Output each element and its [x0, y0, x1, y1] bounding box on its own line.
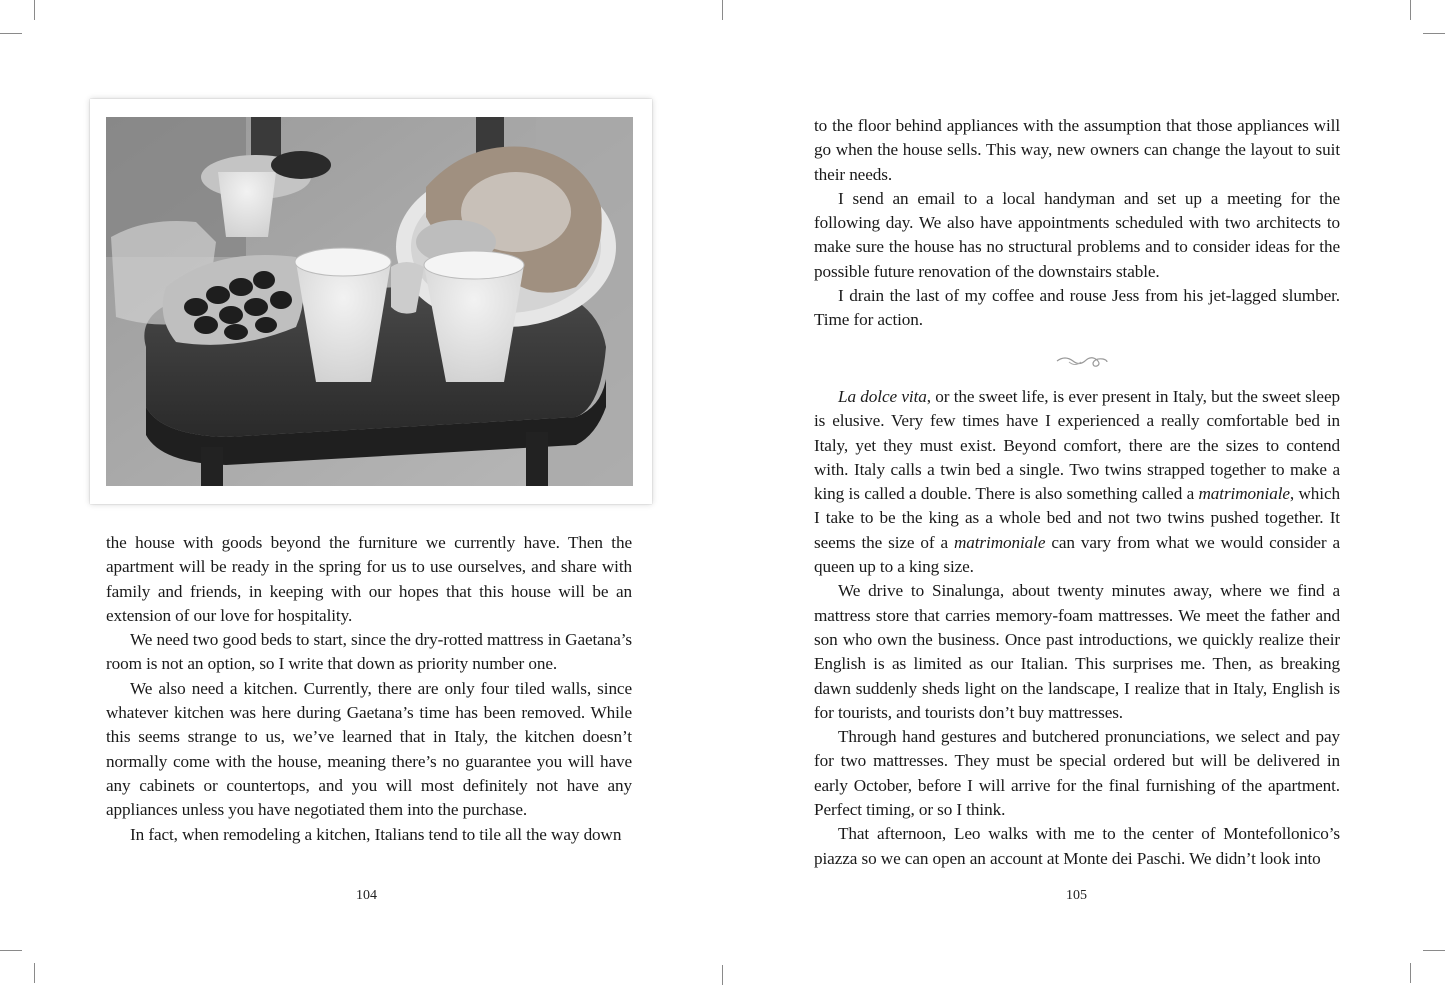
paragraph: I send an email to a local handyman and set up a meeting for the following day. We also have appointments scheduled with two architects to make sure the house has no structural problems and to consider ideas for the possible future renovation of the downstairs stable. [814, 188, 1340, 281]
paragraph: We drive to Sinalunga, about twenty minutes away, where we find a mattress store that carries memory-foam mattresses. We meet the father and son who own the business. Once past introductions, we quickly realize their English is as limited as our Italian. This surprises me. Then, as breaking dawn suddenly sheds light on the landscape, I realize that in Italy, English is for tourists, and tourists don’t buy mattresses. [814, 581, 1340, 722]
paragraph: That afternoon, Leo walks with me to the center of Montefollonico’s piazza so we can open an account at Monte dei Paschi. We didn’t look into [814, 824, 1340, 868]
paragraph: to the floor behind appliances with the assumption that those appliances will go when the house sells. This way, new owners can change the layout to suit their needs. [814, 116, 1340, 184]
page-number-right: 105 [1066, 888, 1087, 903]
italic-phrase: La dolce vita [838, 387, 927, 406]
flourish-ornament-icon [1055, 353, 1109, 369]
crop-mark-bottom-left-v [34, 963, 35, 983]
crop-mark-bottom-right [1423, 950, 1445, 951]
paragraph: the house with goods beyond the furniture we currently have. Then the apartment will be ready in the spring for us to use ourselves, and share with family and friends, in keeping with our hopes that this house will be an extension of our love for hospitality. [106, 533, 632, 625]
food-photo [106, 117, 633, 486]
paragraph: We also need a kitchen. Currently, there are only four tiled walls, since whatever kitchen was here during Gaetana’s time has been removed. While this seems strange to us, we’ve learned that in Italy, the kitchen doesn’t normally come with the house, meaning there’s no guarantee you will have any cabinets or countertops, and you will most definitely not have any appliances unless you have negotiated them into the purchase. [106, 678, 632, 820]
left-page-body [106, 531, 632, 847]
paragraph: Through hand gestures and butchered pronunciations, we select and pay for two mattresses. They must be special ordered but will be delivered in early October, before I will arrive for the final furnishing of the apartment. Perfect timing, or so I think. [814, 727, 1340, 820]
italic-phrase: matrimoniale [953, 532, 1046, 552]
photo-frame [90, 99, 652, 504]
crop-mark-top-left-v [34, 0, 35, 20]
paragraph: In fact, when remodeling a kitchen, Italians tend to tile all the way down [130, 824, 622, 844]
crop-mark-top-right-v [1410, 0, 1411, 20]
text-run: , or the sweet life, is ever present in Italy, but the sweet sleep is elusive. Very few times have I experienced a really comfortable bed in Italy, yet they must exist. Beyond comfort, there are the sizes to contend with. Italy calls a twin bed a single. Two twins strapped together to make a king is called a double. There is also something called a [814, 387, 1340, 504]
crop-mark-bottom-center [722, 965, 723, 985]
italic-phrase: matrimoniale [1198, 484, 1290, 504]
crop-mark-bottom-right-v [1410, 963, 1411, 983]
paragraph [814, 385, 1340, 579]
crop-mark-bottom-left [0, 950, 22, 951]
right-page-body-section [814, 385, 1340, 871]
crop-mark-top-center [722, 0, 723, 20]
right-page-body-top [814, 114, 1340, 333]
text-run: , which I take to be the king as a whole bed and not two twins pushed together. It seems the size of a [814, 484, 1340, 552]
page-number-left: 104 [356, 888, 377, 903]
paragraph: We need two good beds to start, since the dry-rotted mattress in Gaetana’s room is not an option, so I write that down as priority number one. [106, 630, 632, 674]
crop-mark-top-left [0, 33, 22, 34]
paragraph: I drain the last of my coffee and rouse Jess from his jet-lagged slumber. Time for action. [814, 286, 1340, 330]
crop-mark-top-right [1423, 33, 1445, 34]
text-run: can vary from what we would consider a queen up to a king size. [814, 532, 1340, 577]
